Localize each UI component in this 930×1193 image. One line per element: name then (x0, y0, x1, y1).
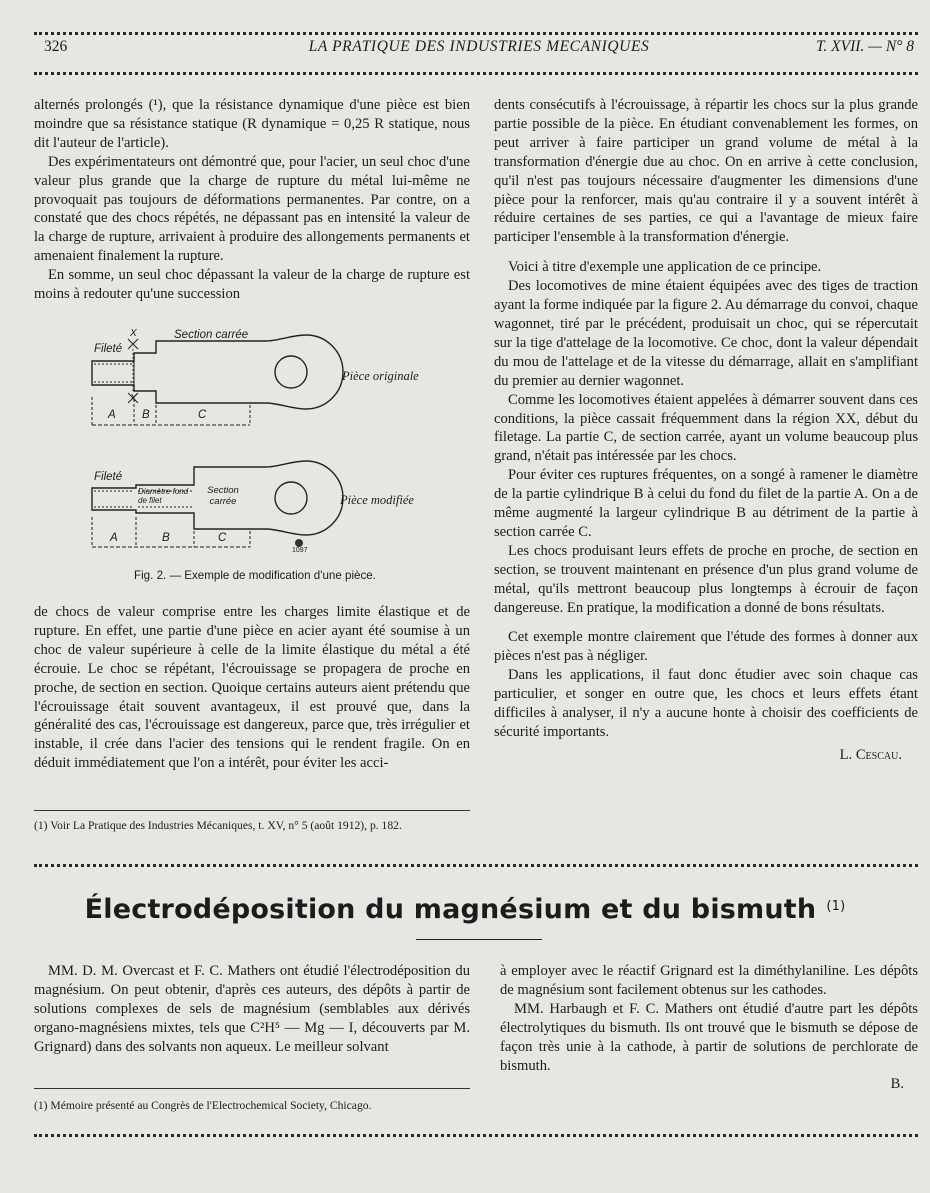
paragraph: de chocs de valeur comprise entre les charges limite élastique et de rupture. En effet, une partie d'une pièce en acier ayant été soumise à un choc de valeur supérieure à celle de la limite élastique du métal a été écrouie. Le choc se répétant, l'écrouissage se propagera de proche en proche, de section en section. Quoique certains auteurs aient prétendu que l'écrouissage était souvent avantageux, il est prouvé que, dans la généralité des cas, l'écrouissage est dangereux, parce que, très irrégulier et instable, il crée dans l'acier des tensions qui le rendent fragile. On en déduit immédiatement que l'on a intérêt, pour éviter les acci- (34, 604, 470, 772)
label-piece-originale: Pièce originale (342, 369, 419, 383)
label-filete-bottom: Fileté (94, 471, 123, 483)
title-footnote-marker: (1) (826, 899, 846, 914)
author-signature: B. (890, 1076, 904, 1093)
label-x-top: X (130, 328, 137, 339)
paragraph: MM. Harbaugh et F. C. Mathers ont étudié d'autre part les dépôts électrolytiques du bismuth. Ils ont trouvé que le bismuth se dépose de façon très unie à la cathode, à partir de solutions de perchlorate de bismuth. (500, 1000, 918, 1074)
title-rule (416, 939, 542, 940)
header-dotted-rule (34, 72, 918, 75)
article1-left-top (34, 96, 470, 304)
paragraph: MM. D. M. Overcast et F. C. Mathers ont étudié l'électrodéposition du magnésium. On peut obtenir, d'après ces auteurs, des dépôts à partir de solutions complexes de sels de magnésium (semblables aux dérivés organo-magnésiens mixtes, tels que C²H⁵ — Mg — I, découverts par M. Grignard) dans des solvants non aqueux. Le meilleur solvant (34, 963, 470, 1055)
paragraph: Des locomotives de mine étaient équipées avec des tiges de traction ayant la forme indiquée par la figure 2. Au démarrage du convoi, chaque wagonnet, tiré par le précédent, produisait un choc, qui se répercutait sur la tige d'attelage de la locomotive. Ce choc, dont la valeur dépendait du mou de l'attelage et de la vitesse du démarrage, allait en s'amplifiant du premier au dernier wagonnet. (494, 278, 918, 389)
paragraph: Comme les locomotives étaient appelées à démarrer souvent dans ces conditions, la pièce cassait fréquemment dans la région XX, début du filetage. La partie C, de section carrée, ayant un volume beaucoup plus grand, n'était pas intéressée par les chocs. (494, 391, 918, 465)
section-dotted-rule (34, 864, 918, 867)
paragraph: Voici à titre d'exemple une application de ce principe. (508, 259, 822, 276)
paragraph: à employer avec le réactif Grignard est la diméthylaniline. Les dépôts de magnésium sont facilement obtenus sur les cathodes. (500, 963, 918, 998)
label-diametre: Diamètre fond de filet (138, 487, 189, 505)
paragraph: Cet exemple montre clairement que l'étude des formes à donner aux pièces n'est pas à négliger. (494, 629, 918, 665)
footnote-rule (34, 810, 470, 811)
author-signature: L. Cescau. (839, 746, 902, 763)
footnote-rule-2 (34, 1088, 470, 1089)
figure-drawing (86, 325, 436, 565)
article1-right (494, 96, 918, 765)
figure-caption: Fig. 2. — Exemple de modification d'une pièce. (134, 569, 376, 582)
dim-c-bottom: C (218, 532, 227, 544)
article-title (0, 894, 930, 925)
footnote: (1) Mémoire présenté au Congrès de l'Electrochemical Society, Chicago. (34, 1099, 372, 1112)
page-number: 326 (44, 38, 68, 55)
bottom-dotted-rule (34, 1134, 918, 1137)
article2-footnote (34, 1098, 470, 1113)
dim-b-bottom: B (162, 532, 170, 544)
paragraph: Dans les applications, il faut donc étudier avec soin chaque cas particulier, et songer en outre que, les chocs et leurs effets étant difficiles à analyser, il n'y a aucune honte à choisir des coefficients de sécurité importants. (494, 667, 918, 740)
article2-left (34, 962, 470, 1057)
label-x-bottom: X (130, 393, 137, 404)
journal-title: LA PRATIQUE DES INDUSTRIES MECANIQUES (308, 38, 650, 55)
figure-2 (86, 325, 436, 565)
label-section-carree-bottom: Section carrée (207, 485, 239, 507)
dim-b-top: B (142, 409, 150, 421)
paragraph: Les chocs produisant leurs effets de proche en proche, de section en section, se trouvent maintenant en présence d'un plus grand volume de métal, qu'ils mettront beaucoup plus longtemps à écrouir de façon dangereuse. En pratique, la modification a donné de bons résultats. (494, 542, 918, 616)
label-section-carree-top: Section carrée (174, 329, 249, 341)
paragraph: alternés prolongés (¹), que la résistance dynamique d'une pièce est bien moindre que sa résistance statique (R dynamique = 0,25 R statique, nous dit l'auteur de l'article). (34, 97, 470, 151)
running-header (44, 38, 914, 60)
dim-c-top: C (198, 409, 207, 421)
paragraph: Des expérimentateurs ont démontré que, pour l'acier, un seul choc d'une valeur plus grande que la charge de rupture du métal lui-même ne provoquait pas toujours de déformations permanentes. Par contre, on a constaté que des chocs répétés, ne dépassant pas en intensité la valeur de la charge de rupture, arrivaient à produire des allongements permanents et amenaient finalement la rupture. (34, 153, 470, 265)
top-dotted-rule (34, 32, 918, 35)
article2-right (500, 962, 918, 1094)
article-title-text: Électrodéposition du magnésium et du bismuth (84, 894, 817, 925)
article1-left-bottom (34, 603, 470, 773)
article1-footnote (34, 818, 470, 833)
paragraph: En somme, un seul choc dépassant la valeur de la charge de rupture est moins à redouter qu'une succession (34, 267, 470, 303)
paragraph: Pour éviter ces ruptures fréquentes, on a songé à ramener le diamètre de la partie cylindrique B à celui du fond du filet de la partie A. On a de même augmenté la largeur cylindrique B au détriment de la partie à section carrée C. (494, 467, 918, 540)
label-piece-modifiee: Pièce modifiée (340, 493, 414, 507)
footnote: (1) Voir La Pratique des Industries Mécaniques, t. XV, n° 5 (août 1912), p. 182. (34, 819, 402, 832)
paragraph: dents consécutifs à l'écrouissage, à répartir les chocs sur la plus grande partie possible de la pièce. En étudiant convenablement les formes, on peut arriver à faire participer un grand volume de métal à la transformation d'énergie due au choc. On en arrive à cette conclusion, qu'il n'est pas toujours nécessaire d'augmenter les dimensions d'une pièce pour la renforcer, mais qu'au contraire il y a souvent intérêt à réduire certaines de ses parties, ce qui a l'avantage de mieux faire participer l'ensemble à la transformation d'énergie. (494, 97, 918, 246)
dim-a-bottom: A (110, 532, 118, 544)
label-filete-top: Fileté (94, 343, 123, 355)
dim-a-top: A (108, 409, 116, 421)
volume-issue: T. XVII. — N° 8 (815, 38, 914, 55)
figure-number: 1097 (292, 547, 308, 554)
figure-logo-icon (295, 539, 303, 547)
